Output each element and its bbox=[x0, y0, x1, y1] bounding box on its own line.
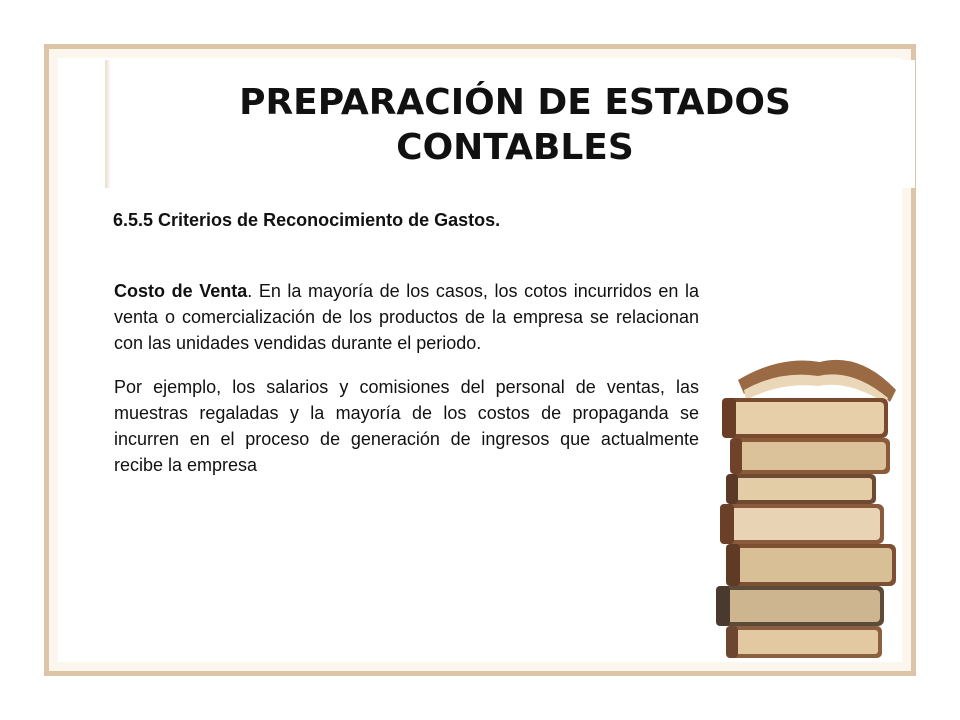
body-text-box bbox=[101, 268, 699, 488]
paragraph-example: Por ejemplo, los salarios y comisiones del personal de ventas, las muestras regaladas y la mayoría de los costos de propaganda se incurren en el proceso de generación de ingresos que actualmente recibe la empresa bbox=[114, 377, 699, 475]
stack-of-books-icon bbox=[700, 350, 910, 660]
section-subtitle: 6.5.5 Criterios de Reconocimiento de Gastos. bbox=[113, 210, 501, 230]
paragraph-lead-term: Costo de Venta bbox=[114, 281, 248, 301]
slide-title: PREPARACIÓN DE ESTADOS CONTABLES bbox=[239, 82, 791, 168]
title-box-shade bbox=[105, 60, 111, 188]
paragraph-cost-of-sales bbox=[114, 278, 699, 356]
books-illustration bbox=[700, 350, 910, 660]
title-box bbox=[105, 60, 915, 188]
paragraph-body: . En la mayoría de los casos, los cotos incurridos en la venta o comercialización de los productos de la empresa se relacionan con las unidades vendidas durante el periodo. bbox=[114, 281, 699, 353]
